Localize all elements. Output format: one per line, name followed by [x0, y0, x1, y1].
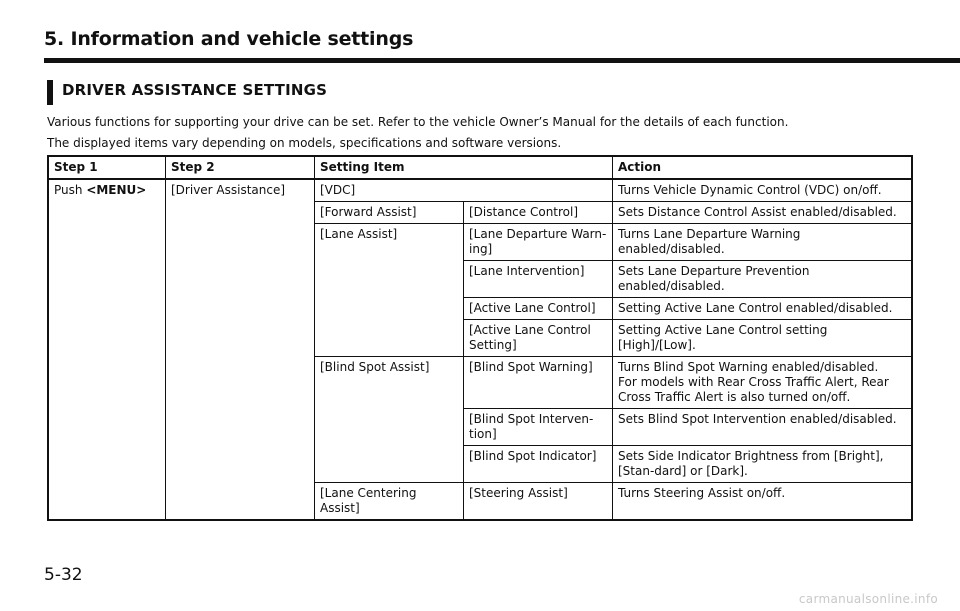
section-title: DRIVER ASSISTANCE SETTINGS [62, 81, 328, 99]
action-cell: Setting Active Lane Control enabled/disabled. [613, 298, 913, 320]
watermark: carmanualsonline.info [798, 592, 938, 606]
action-cell [613, 357, 913, 409]
section-marker-bar [47, 80, 53, 105]
action-cell: Sets Distance Control Assist enabled/disabled. [613, 202, 913, 224]
action-cell: Sets Blind Spot Intervention enabled/disabled. [613, 409, 913, 446]
setting-item-cell: [Lane Centering Assist] [315, 483, 464, 521]
action-cell: Sets Side Indicator Brightness from [Bright], [Stan-dard] or [Dark]. [613, 446, 913, 483]
sub-item-cell: [Active Lane Control Setting] [464, 320, 613, 357]
intro-text-line-2: The displayed items vary depending on models, specifications and software versions. [47, 136, 562, 150]
table-header-row [48, 156, 912, 179]
action-text-line: For models with Rear Cross Traffic Alert, Rear Cross Traffic Alert is also turned on/off. [618, 375, 889, 404]
sub-item-cell: [Lane Intervention] [464, 261, 613, 298]
action-cell: Turns Vehicle Dynamic Control (VDC) on/off. [613, 179, 913, 202]
sub-item-cell: [Blind Spot Indicator] [464, 446, 613, 483]
header-rule [44, 58, 960, 63]
driver-assistance-settings-table [47, 155, 913, 521]
setting-item-cell: [VDC] [315, 179, 613, 202]
action-text-line: Turns Blind Spot Warning enabled/disabled. [618, 360, 879, 374]
header-step-1: Step 1 [48, 156, 166, 179]
sub-item-cell: [Lane Departure Warn-ing] [464, 224, 613, 261]
push-label: Push [54, 183, 87, 197]
header-setting-item: Setting Item [315, 156, 613, 179]
action-cell: Setting Active Lane Control setting [High]/[Low]. [613, 320, 913, 357]
page-number: 5-32 [44, 565, 83, 585]
menu-key-label: <MENU> [86, 183, 147, 197]
sub-item-cell: [Distance Control] [464, 202, 613, 224]
sub-item-cell: [Blind Spot Interven-tion] [464, 409, 613, 446]
step1-cell [48, 179, 166, 520]
action-cell: Turns Lane Departure Warning enabled/disabled. [613, 224, 913, 261]
setting-item-cell: [Lane Assist] [315, 224, 464, 357]
sub-item-cell: [Active Lane Control] [464, 298, 613, 320]
header-action: Action [613, 156, 913, 179]
setting-item-cell: [Blind Spot Assist] [315, 357, 464, 483]
sub-item-cell: [Blind Spot Warning] [464, 357, 613, 409]
setting-item-cell: [Forward Assist] [315, 202, 464, 224]
header-step-2: Step 2 [166, 156, 315, 179]
chapter-title: 5. Information and vehicle settings [44, 28, 414, 50]
action-cell: Turns Steering Assist on/off. [613, 483, 913, 521]
intro-text-line-1: Various functions for supporting your drive can be set. Refer to the vehicle Owner’s Manual for the details of each function. [47, 115, 789, 129]
action-cell: Sets Lane Departure Prevention enabled/disabled. [613, 261, 913, 298]
sub-item-cell: [Steering Assist] [464, 483, 613, 521]
table-row [48, 179, 912, 202]
step2-cell: [Driver Assistance] [166, 179, 315, 520]
